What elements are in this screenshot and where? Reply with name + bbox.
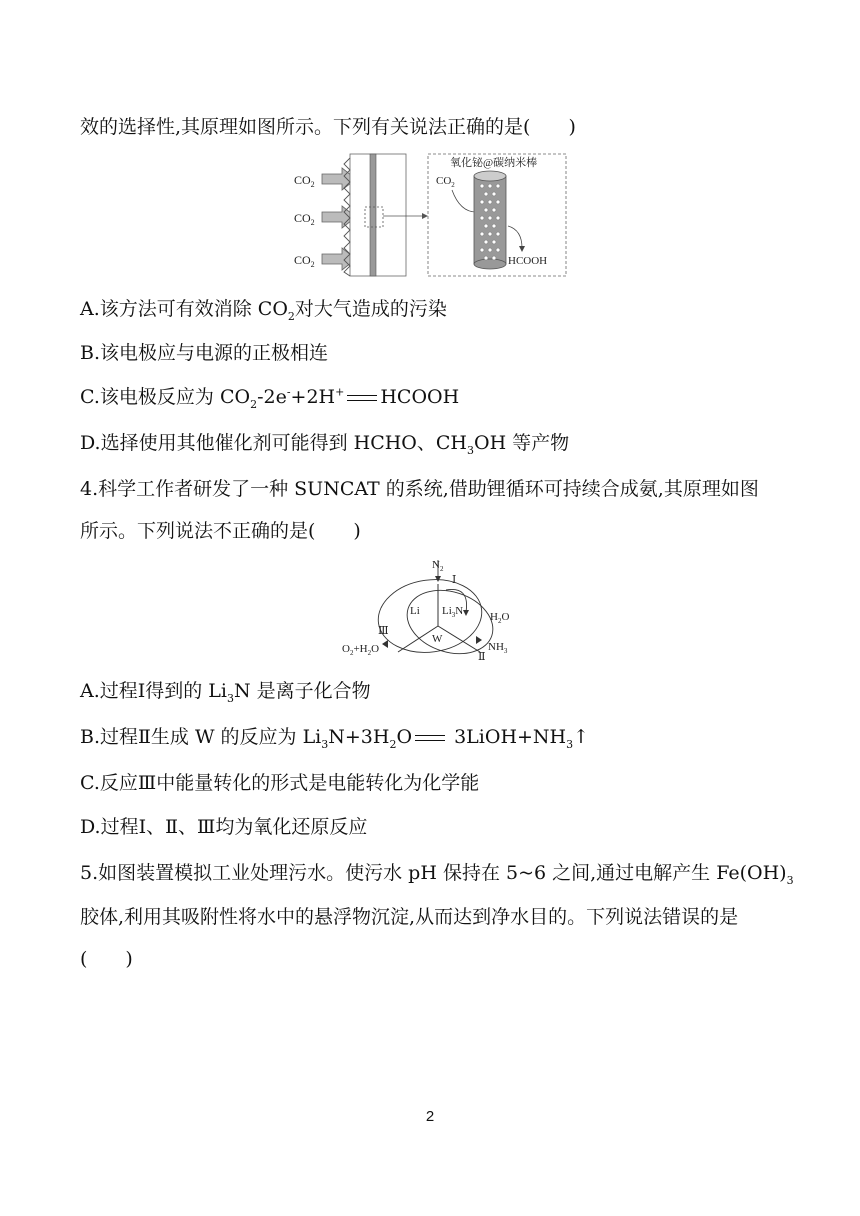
- li-label: Li: [410, 605, 420, 617]
- zoom-product: HCOOH: [508, 255, 548, 267]
- n2-label: $N_2$: [432, 559, 444, 573]
- q4-option-b: B.过程Ⅱ生成 W 的反应为 $Li_3N+3H_2O$ $3LiOH+NH_3↑$: [80, 726, 590, 751]
- li3n-label: $Li_3N$: [442, 605, 464, 619]
- lithium-cycle-figure: [340, 556, 530, 664]
- roman-2: Ⅱ: [478, 651, 486, 663]
- co2-arrows: [294, 168, 356, 270]
- zoom-box: [428, 154, 566, 276]
- zoom-co2: $CO_2$: [436, 175, 455, 189]
- equals-sign: [347, 395, 377, 401]
- q5-stem-line2: 胶体,利用其吸附性将水中的悬浮物沉淀,从而达到净水目的。下列说法错误的是: [80, 906, 739, 928]
- q4-option-a: A.过程Ⅰ得到的 $Li_3N$ 是离子化合物: [80, 680, 371, 705]
- q4-option-d: D.过程Ⅰ、Ⅱ、Ⅲ均为氧化还原反应: [80, 816, 368, 838]
- equals-sign: [415, 735, 445, 741]
- o2h2o-label: $O_2+H_2O$: [342, 643, 380, 657]
- q4-option-c: C.反应Ⅲ中能量转化的形式是电能转化为化学能: [80, 772, 480, 794]
- intro-line: 效的选择性,其原理如图所示。下列有关说法正确的是( ): [80, 116, 576, 138]
- electrode-figure: [290, 150, 570, 280]
- w-label: W: [432, 633, 443, 645]
- q5-stem-line1: 5.如图装置模拟工业处理污水。使污水 pH 保持在 5~6 之间,通过电解产生 $Fe(OH)_3$: [80, 862, 794, 887]
- q4-stem-line1: 4.科学工作者研发了一种 SUNCAT 的系统,借助锂循环可持续合成氨,其原理如图: [80, 478, 759, 500]
- q3-option-d: D.选择使用其他催化剂可能得到 HCHO、$CH_3OH$ 等产物: [80, 432, 570, 457]
- svg-text:CO2: $CO_2$: [294, 173, 315, 189]
- svg-text:CO2: $CO_2$: [294, 253, 315, 269]
- svg-text:CO2: $CO_2$: [294, 211, 315, 227]
- page-number: 2: [425, 1108, 435, 1125]
- roman-3: Ⅲ: [378, 625, 389, 637]
- q3-option-b: B.该电极应与电源的正极相连: [80, 342, 329, 364]
- q4-stem-line2: 所示。下列说法不正确的是( ): [80, 520, 361, 542]
- q5-stem-line3: ( ): [80, 948, 133, 970]
- electrode: [344, 154, 428, 276]
- nh3-label: $NH_3$: [488, 641, 508, 655]
- h2o-label: $H_2O$: [490, 611, 510, 625]
- roman-1: Ⅰ: [452, 574, 457, 586]
- q3-option-c: C.该电极反应为 $CO_2-2e^-+2H^+$ HCOOH: [80, 385, 460, 411]
- zoom-title: 氧化铋@碳纳米棒: [450, 157, 538, 169]
- q3-option-a: A.该方法可有效消除 $CO_2$对大气造成的污染: [80, 298, 447, 323]
